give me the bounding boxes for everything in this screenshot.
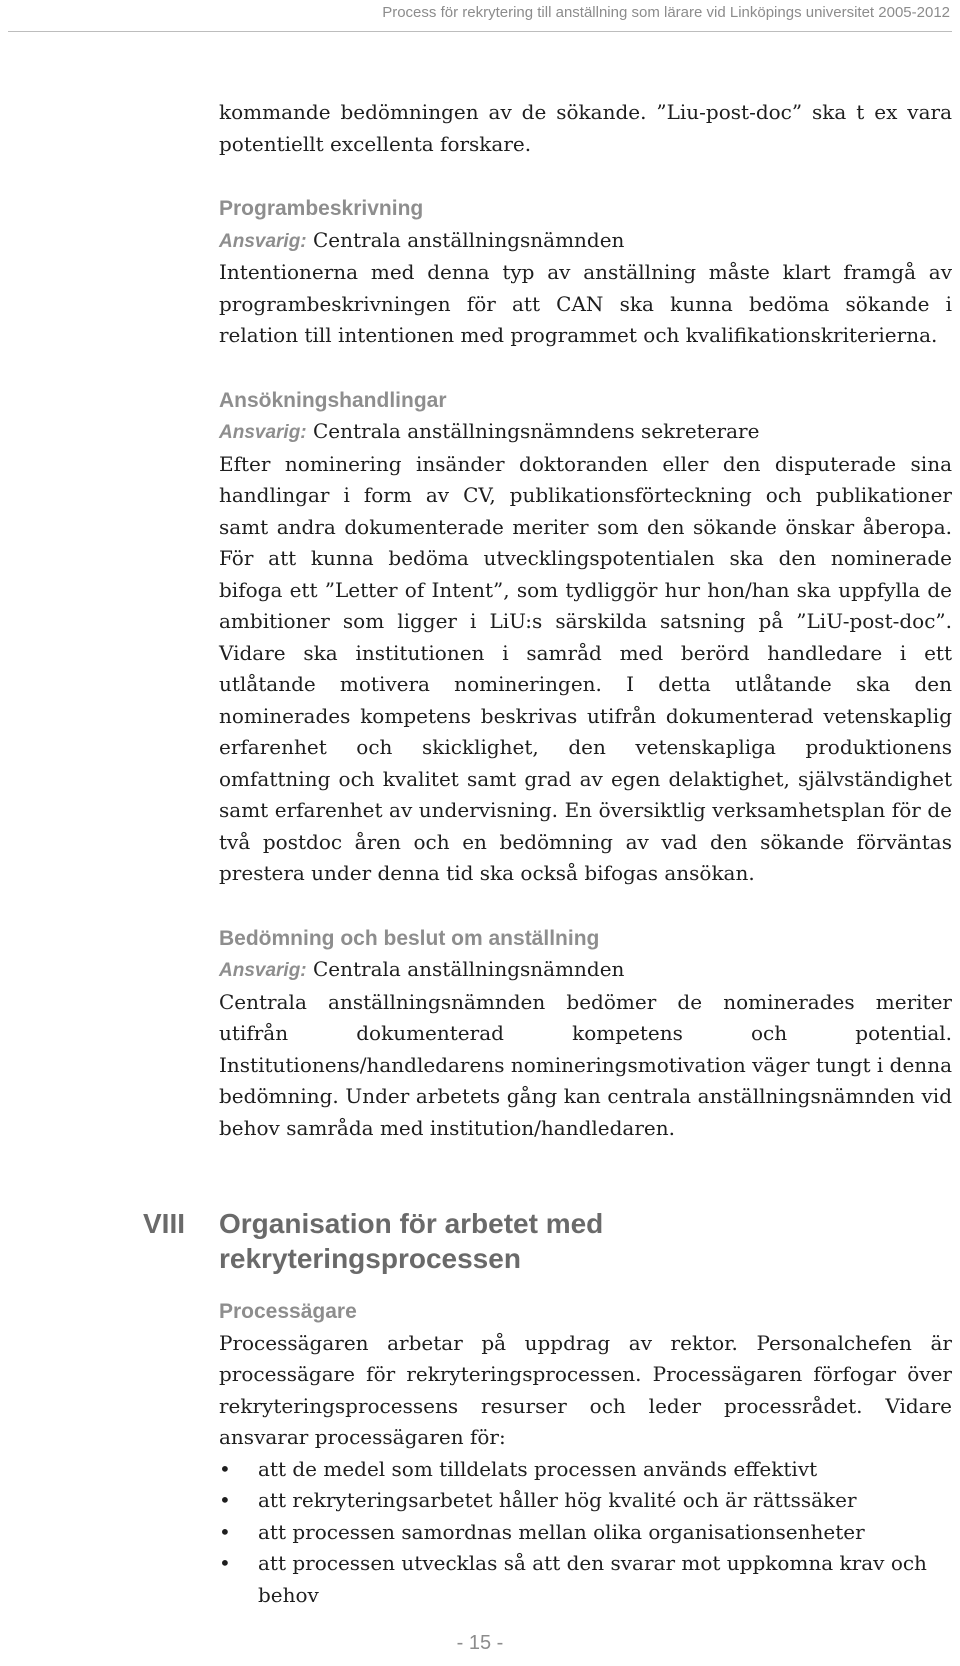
responsible-label: Ansvarig:	[219, 422, 307, 443]
list-item-text: att processen samordnas mellan olika organisationsenheter	[258, 1519, 865, 1544]
section-processagare	[219, 1296, 952, 1611]
list-item-text: att processen utvecklas så att den svarar mot uppkomna krav och behov	[258, 1551, 927, 1607]
section-heading: Programbeskrivning	[219, 197, 424, 220]
bullet-icon: •	[219, 1551, 231, 1575]
list-item-text: att rekryteringsarbetet håller hög kvalité och är rättssäker	[258, 1488, 857, 1512]
list-item	[219, 1517, 952, 1549]
section-body: Intentionerna med denna typ av anställning måste klart framgå av programbeskrivningen för att CAN ska kunna bedöma sökande i relation till intentionen med programmet och kvalifikationskriterierna.	[219, 260, 952, 347]
page-number: - 15 -	[456, 1632, 504, 1654]
section-body: Processägaren arbetar på uppdrag av rektor. Personalchefen är processägare för rekryteringsprocessen. Processägaren förfogar över rekryteringsprocessens resurser och leder processrådet. Vidare ansvarar processägaren för:	[219, 1330, 952, 1449]
section-heading: Bedömning och beslut om anställning	[219, 926, 600, 950]
running-header: Process för rekrytering till anställning som lärare vid Linköpings universitet 2005-2012	[382, 4, 950, 21]
section-body: Efter nominering insänder doktoranden eller den disputerade sina handlingar i form av CV, publikationsförteckning och publikationer samt andra dokumenterade meriter som den sökande önskar åberopa. För att kunna bedöma utvecklingspotentialen ska den nominerade bifoga ett ”Letter of Intent”, som tydliggör hur hon/han ska uppfylla de ambitioner som ligger i LiU:s särskilda satsning på ”LiU-post-doc”. Vidare ska institutionen i samråd med berörd handledare i ett utlåtande motivera nomineringen. I detta utlåtande ska den nominerades kompetens beskrivas utifrån dokumenterad vetenskaplig erfarenhet och skicklighet, den vetenskapliga produktionens omfattning och kvalitet samt grad av egen delaktighet, självständighet samt erfarenhet av undervisning. En översiktlig verksamhetsplan för de två postdoc åren och en bedömning av vad den sökande förväntas prestera under denna tid ska också bifogas ansökan.	[219, 451, 952, 885]
responsible-label: Ansvarig:	[219, 960, 307, 981]
responsible-value: Centrala anställningsnämndens sekreterare	[306, 419, 760, 443]
bullet-icon: •	[219, 1519, 231, 1544]
chapter-viii	[143, 1206, 952, 1611]
intro-paragraph: kommande bedömningen av de sökande. ”Liu-post-doc” ska t ex vara potentiellt excellenta forskare.	[219, 100, 952, 156]
responsible-line	[219, 954, 952, 987]
section-bedomning	[219, 923, 952, 1145]
section-heading: Processägare	[219, 1300, 357, 1323]
list-item-text: att de medel som tilldelats processen används effektivt	[258, 1456, 818, 1481]
responsible-value: Centrala anställningsnämnden	[306, 957, 625, 981]
section-heading: Ansökningshandlingar	[219, 388, 447, 412]
page-content	[143, 97, 952, 1611]
responsible-label: Ansvarig:	[219, 230, 307, 252]
chapter-title: Organisation för arbetet med rekryteringsprocessen	[219, 1208, 604, 1274]
bullet-icon: •	[219, 1456, 231, 1481]
responsibility-list	[219, 1454, 952, 1612]
bullet-icon: •	[219, 1488, 231, 1512]
section-body: Centrala anställningsnämnden bedömer de nominerades meriter utifrån dokumenterad kompetens och potential. Institutionens/handledarens nomineringsmotivation väger tungt i denna bedömning. Under arbetets gång kan centrala anställningsnämnden vid behov samråda med institution/handledaren.	[219, 989, 952, 1140]
responsible-line	[219, 416, 952, 449]
chapter-number: VIII	[143, 1208, 186, 1239]
list-item	[219, 1548, 952, 1611]
section-ansokningshandlingar	[219, 385, 952, 890]
section-programbeskrivning	[219, 193, 952, 352]
responsible-line	[219, 225, 952, 258]
responsible-value: Centrala anställningsnämnden	[306, 227, 625, 252]
list-item	[219, 1454, 952, 1486]
header-divider	[8, 31, 952, 32]
list-item	[219, 1485, 952, 1517]
